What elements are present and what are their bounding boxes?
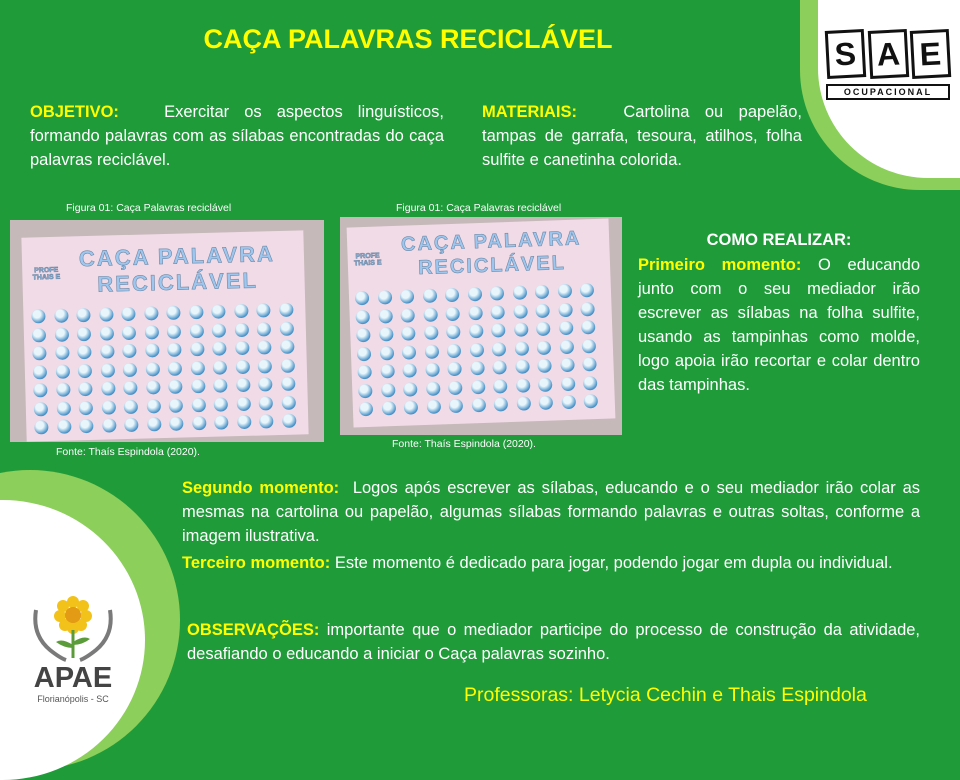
bottle-cap bbox=[490, 305, 504, 319]
bottle-cap bbox=[281, 377, 295, 391]
bottle-cap bbox=[190, 360, 204, 374]
bottle-cap bbox=[99, 326, 113, 340]
bottle-cap bbox=[513, 304, 527, 318]
bottle-cap bbox=[191, 379, 205, 393]
figure-2-source: Fonte: Thaís Espindola (2020). bbox=[392, 438, 536, 450]
bottle-cap bbox=[558, 321, 572, 335]
bottle-cap bbox=[515, 359, 529, 373]
bottle-cap bbox=[537, 340, 551, 354]
bottle-cap bbox=[192, 416, 206, 430]
bottle-cap bbox=[122, 344, 136, 358]
bottle-cap bbox=[426, 381, 440, 395]
bottle-cap bbox=[514, 322, 528, 336]
bottle-cap bbox=[358, 383, 372, 397]
bottle-cap bbox=[144, 306, 158, 320]
bottle-cap bbox=[167, 324, 181, 338]
primeiro-momento-text: O educando junto com o seu mediador irão escrever as sílabas na folha sulfite, usando as tampinhas como molde, logo apoia irão recortar e colar dentro das tampinhas. bbox=[638, 256, 921, 394]
bottle-cap bbox=[259, 414, 273, 428]
bottle-cap bbox=[402, 345, 416, 359]
bottle-cap bbox=[445, 306, 459, 320]
bottle-cap bbox=[381, 383, 395, 397]
apae-name: APAE bbox=[33, 662, 113, 694]
bottle-cap bbox=[536, 322, 550, 336]
bottle-cap bbox=[212, 323, 226, 337]
bottle-cap bbox=[124, 418, 138, 432]
bottle-cap bbox=[580, 283, 594, 297]
bottle-cap bbox=[581, 320, 595, 334]
bottle-cap bbox=[258, 359, 272, 373]
figure-2-board-note: PROFE THAIS E bbox=[353, 252, 382, 268]
bottle-cap bbox=[213, 360, 227, 374]
bottle-cap bbox=[234, 322, 248, 336]
bottle-cap bbox=[580, 302, 594, 316]
bottle-cap bbox=[446, 325, 460, 339]
bottle-cap bbox=[426, 399, 440, 413]
bottle-cap bbox=[102, 418, 116, 432]
bottle-cap bbox=[490, 286, 504, 300]
bottle-cap bbox=[100, 344, 114, 358]
bottle-cap bbox=[78, 363, 92, 377]
objetivo-label: OBJETIVO: bbox=[30, 103, 119, 121]
bottle-cap bbox=[494, 397, 508, 411]
bottle-cap bbox=[168, 361, 182, 375]
bottle-cap bbox=[359, 402, 373, 416]
bottle-cap bbox=[281, 395, 295, 409]
apae-logo bbox=[26, 590, 120, 712]
bottle-cap bbox=[583, 375, 597, 389]
bottle-cap bbox=[280, 340, 294, 354]
bottle-cap bbox=[447, 343, 461, 357]
bottle-cap bbox=[379, 346, 393, 360]
bottle-cap bbox=[515, 378, 529, 392]
bottle-cap bbox=[379, 327, 393, 341]
bottle-cap bbox=[55, 364, 69, 378]
bottle-cap bbox=[191, 397, 205, 411]
bottle-cap bbox=[235, 359, 249, 373]
figure-1-board bbox=[21, 230, 308, 441]
bottle-cap bbox=[582, 357, 596, 371]
bottle-cap bbox=[357, 365, 371, 379]
bottle-cap bbox=[380, 364, 394, 378]
materiais-label: MATERIAIS: bbox=[482, 103, 578, 121]
bottle-cap bbox=[400, 289, 414, 303]
bottle-cap bbox=[493, 379, 507, 393]
segundo-momento-label: Segundo momento: bbox=[182, 479, 340, 497]
bottle-cap bbox=[471, 398, 485, 412]
bottle-cap bbox=[378, 309, 392, 323]
bottle-cap bbox=[584, 394, 598, 408]
bottle-cap bbox=[236, 396, 250, 410]
bottle-cap bbox=[78, 382, 92, 396]
bottle-cap bbox=[123, 381, 137, 395]
sae-letter-a: A bbox=[867, 29, 908, 79]
bottle-cap bbox=[79, 400, 93, 414]
bottle-cap bbox=[147, 417, 161, 431]
figure-2-board-title-2: RECICLÁVEL bbox=[417, 252, 567, 280]
bottle-cap bbox=[101, 381, 115, 395]
bottle-cap bbox=[31, 309, 45, 323]
bottle-cap bbox=[448, 380, 462, 394]
bottle-cap bbox=[56, 383, 70, 397]
bottle-cap bbox=[77, 326, 91, 340]
bottle-cap bbox=[561, 395, 575, 409]
bottle-cap bbox=[257, 322, 271, 336]
bottle-cap bbox=[189, 305, 203, 319]
segundo-momento-paragraph bbox=[182, 476, 920, 548]
bottle-cap bbox=[559, 339, 573, 353]
bottle-cap bbox=[492, 342, 506, 356]
bottle-cap bbox=[212, 341, 226, 355]
bottle-cap bbox=[214, 397, 228, 411]
bottle-cap bbox=[357, 346, 371, 360]
bottle-cap bbox=[557, 284, 571, 298]
bottle-cap bbox=[401, 326, 415, 340]
observacoes-paragraph bbox=[187, 618, 920, 666]
apae-flower-hands-icon bbox=[26, 590, 120, 662]
bottle-cap bbox=[166, 306, 180, 320]
observacoes-text: importante que o mediador participe do processo de construção da atividade, desafiando o educando a iniciar o Caça palavras sozinho. bbox=[187, 621, 921, 663]
sae-letter-s: S bbox=[825, 29, 866, 79]
bottle-cap bbox=[560, 376, 574, 390]
sae-subtitle: OCUPACIONAL bbox=[826, 84, 950, 100]
bottle-cap bbox=[403, 382, 417, 396]
terceiro-momento-text: Este momento é dedicado para jogar, podendo jogar em dupla ou individual. bbox=[334, 554, 893, 572]
bottle-cap bbox=[279, 303, 293, 317]
bottle-cap bbox=[514, 341, 528, 355]
bottle-cap bbox=[33, 383, 47, 397]
bottle-cap bbox=[280, 358, 294, 372]
objetivo-text: Exercitar os aspectos linguísticos, formando palavras com as sílabas encontradas do caça palavras reciclável. bbox=[30, 103, 444, 169]
bottle-cap bbox=[34, 420, 48, 434]
como-realizar-heading bbox=[638, 228, 920, 252]
bottle-cap bbox=[467, 287, 481, 301]
figure-1-source: Fonte: Thaís Espindola (2020). bbox=[56, 446, 200, 458]
materiais-paragraph bbox=[482, 100, 802, 172]
bottle-cap bbox=[121, 307, 135, 321]
bottle-cap bbox=[282, 414, 296, 428]
bottle-cap bbox=[122, 325, 136, 339]
bottle-cap bbox=[146, 380, 160, 394]
figure-1-board-note: PROFE THAIS E bbox=[32, 266, 61, 282]
bottle-cap bbox=[468, 305, 482, 319]
bottle-cap bbox=[190, 342, 204, 356]
bottle-cap bbox=[100, 363, 114, 377]
bottle-cap bbox=[516, 396, 530, 410]
bottle-cap bbox=[213, 378, 227, 392]
bottle-cap bbox=[168, 380, 182, 394]
bottle-cap bbox=[214, 415, 228, 429]
bottle-cap bbox=[34, 402, 48, 416]
figure-2-photo bbox=[340, 217, 622, 435]
bottle-cap bbox=[189, 323, 203, 337]
figure-1-photo bbox=[10, 220, 324, 442]
bottle-cap bbox=[535, 285, 549, 299]
bottle-cap bbox=[381, 401, 395, 415]
bottle-cap bbox=[424, 344, 438, 358]
bottle-cap bbox=[422, 289, 436, 303]
bottle-cap bbox=[469, 342, 483, 356]
bottle-cap bbox=[491, 323, 505, 337]
bottle-cap bbox=[492, 360, 506, 374]
bottle-cap bbox=[470, 361, 484, 375]
bottle-cap bbox=[123, 362, 137, 376]
observacoes-label: OBSERVAÇÕES: bbox=[187, 621, 320, 639]
figure-2-board bbox=[347, 218, 616, 427]
bottle-cap bbox=[537, 359, 551, 373]
bottle-cap bbox=[400, 308, 414, 322]
bottle-cap bbox=[76, 308, 90, 322]
professoras-credit: Professoras: Letycia Cechin e Thais Espindola bbox=[464, 684, 867, 706]
bottle-cap bbox=[355, 309, 369, 323]
segundo-momento-text: Logos após escrever as sílabas, educando e o seu mediador irão colar as mesmas na cartolina ou papelão, algumas sílabas formando palavras e outras soltas, conforme a imagem ilustrativa. bbox=[182, 479, 921, 545]
objetivo-paragraph bbox=[30, 100, 444, 172]
bottle-cap bbox=[236, 378, 250, 392]
bottle-cap bbox=[449, 399, 463, 413]
bottle-cap bbox=[402, 363, 416, 377]
figure-2-caption: Figura 01: Caça Palavras reciclável bbox=[396, 202, 562, 214]
bottle-cap bbox=[235, 341, 249, 355]
bottle-cap bbox=[54, 327, 68, 341]
bottle-cap bbox=[211, 304, 225, 318]
primeiro-momento-label: Primeiro momento: bbox=[638, 256, 802, 274]
terceiro-momento-label: Terceiro momento: bbox=[182, 554, 331, 572]
bottle-cap bbox=[558, 302, 572, 316]
bottle-cap bbox=[237, 415, 251, 429]
apae-city: Florianópolis - SC bbox=[37, 694, 109, 704]
bottle-cap bbox=[145, 343, 159, 357]
bottle-cap bbox=[77, 345, 91, 359]
bottle-cap bbox=[124, 399, 138, 413]
sae-logo bbox=[826, 30, 950, 110]
bottle-cap bbox=[169, 417, 183, 431]
bottle-cap bbox=[582, 339, 596, 353]
bottle-cap bbox=[32, 346, 46, 360]
materiais-text: Cartolina ou papelão, tampas de garrafa, tesoura, atilhos, folha sulfite e canetinha colorida. bbox=[482, 103, 802, 169]
bottle-cap bbox=[539, 396, 553, 410]
bottle-cap bbox=[256, 303, 270, 317]
bottle-cap bbox=[425, 362, 439, 376]
bottle-cap bbox=[56, 401, 70, 415]
bottle-cap bbox=[279, 321, 293, 335]
bottle-cap bbox=[33, 365, 47, 379]
como-realizar-heading-text: COMO REALIZAR: bbox=[706, 231, 852, 249]
bottle-cap bbox=[258, 377, 272, 391]
bottle-cap bbox=[469, 324, 483, 338]
bottle-cap bbox=[447, 362, 461, 376]
bottle-cap bbox=[445, 288, 459, 302]
bottle-cap bbox=[99, 307, 113, 321]
sae-letter-e: E bbox=[910, 29, 951, 79]
bottle-cap bbox=[470, 379, 484, 393]
bottle-cap bbox=[355, 291, 369, 305]
bottle-cap bbox=[145, 362, 159, 376]
page-title: CAÇA PALAVRAS RECICLÁVEL bbox=[203, 24, 613, 54]
figure-1-board-title-2: RECICLÁVEL bbox=[97, 267, 259, 297]
bottle-cap bbox=[167, 343, 181, 357]
bottle-cap bbox=[32, 328, 46, 342]
bottle-cap bbox=[101, 400, 115, 414]
bottle-cap bbox=[424, 326, 438, 340]
bottle-cap bbox=[234, 304, 248, 318]
bottle-cap bbox=[55, 346, 69, 360]
bottle-cap bbox=[57, 419, 71, 433]
bottle-cap bbox=[169, 398, 183, 412]
bottle-cap bbox=[377, 290, 391, 304]
bottle-cap bbox=[512, 285, 526, 299]
figure-1-caption: Figura 01: Caça Palavras reciclável bbox=[66, 202, 232, 214]
bottle-cap bbox=[79, 419, 93, 433]
bottle-cap bbox=[146, 399, 160, 413]
bottle-cap bbox=[54, 309, 68, 323]
bottle-cap bbox=[560, 358, 574, 372]
bottle-cap bbox=[423, 307, 437, 321]
bottle-cap bbox=[257, 340, 271, 354]
bottle-cap bbox=[535, 303, 549, 317]
bottle-cap bbox=[259, 396, 273, 410]
bottle-cap bbox=[144, 325, 158, 339]
bottle-cap bbox=[356, 328, 370, 342]
bottle-cap bbox=[404, 400, 418, 414]
bottle-cap bbox=[538, 377, 552, 391]
figure-1-board-title-1: CAÇA PALAVRA bbox=[78, 241, 276, 272]
terceiro-momento-paragraph bbox=[182, 551, 920, 575]
primeiro-momento-paragraph bbox=[638, 253, 920, 397]
figure-2-board-title-1: CAÇA PALAVRA bbox=[400, 227, 582, 256]
